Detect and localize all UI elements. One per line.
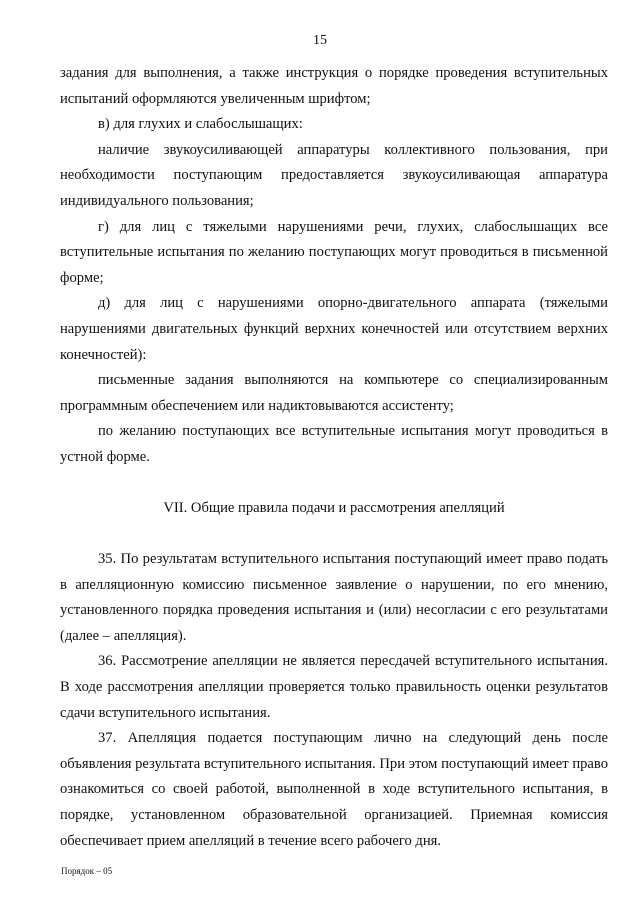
paragraph-sound-equipment: наличие звукоусиливающей аппаратуры коллективного пользования, при необходимости поступающим предоставляется звукоусиливающая аппаратура индивидуального пользования; xyxy=(60,141,608,209)
paragraph-oral-form: по желанию поступающих все вступительные испытания могут проводиться в устной форме. xyxy=(60,423,608,465)
page-footer: Порядок – 05 xyxy=(61,866,113,876)
section-heading: VII. Общие правила подачи и рассмотрения апелляций xyxy=(163,499,505,516)
paragraph-deaf-heading: в) для глухих и слабослышащих: xyxy=(98,116,303,133)
document-body xyxy=(60,61,608,854)
paragraph-motor-disorders: д) для лиц с нарушениями опорно-двигательного аппарата (тяжелыми нарушениями двигательных функций верхних конечностей или отсутствием верхних конечностей): xyxy=(60,295,608,363)
paragraph-computer-tasks: письменные задания выполняются на компьютере со специализированным программным обеспечением или надиктовываются ассистенту; xyxy=(60,372,608,414)
paragraph-35: 35. По результатам вступительного испытания поступающий имеет право подать в апелляционную комиссию письменное заявление о нарушении, по его мнению, установленного порядка проведения испытания и (или) несогласии с его результатами (далее – апелляция). xyxy=(60,551,608,644)
paragraph-36: 36. Рассмотрение апелляции не является пересдачей вступительного испытания. В ходе рассмотрения апелляции проверяется только правильность оценки результатов сдачи вступительного испытания. xyxy=(60,653,608,721)
paragraph-continuation: задания для выполнения, а также инструкция о порядке проведения вступительных испытаний оформляются увеличенным шрифтом; xyxy=(60,65,608,107)
page-number: 15 xyxy=(313,33,327,48)
paragraph-speech-disorders: г) для лиц с тяжелыми нарушениями речи, глухих, слабослышащих все вступительные испытания по желанию поступающих могут проводиться в письменной форме; xyxy=(60,218,608,286)
paragraph-37: 37. Апелляция подается поступающим лично на следующий день после объявления результата вступительного испытания. При этом поступающий имеет право ознакомиться со своей работой, выполненной в ходе вступительного испытания, в порядке, установленном образовательной организацией. Приемная комиссия обеспечивает прием апелляций в течение всего рабочего дня. xyxy=(60,730,608,849)
